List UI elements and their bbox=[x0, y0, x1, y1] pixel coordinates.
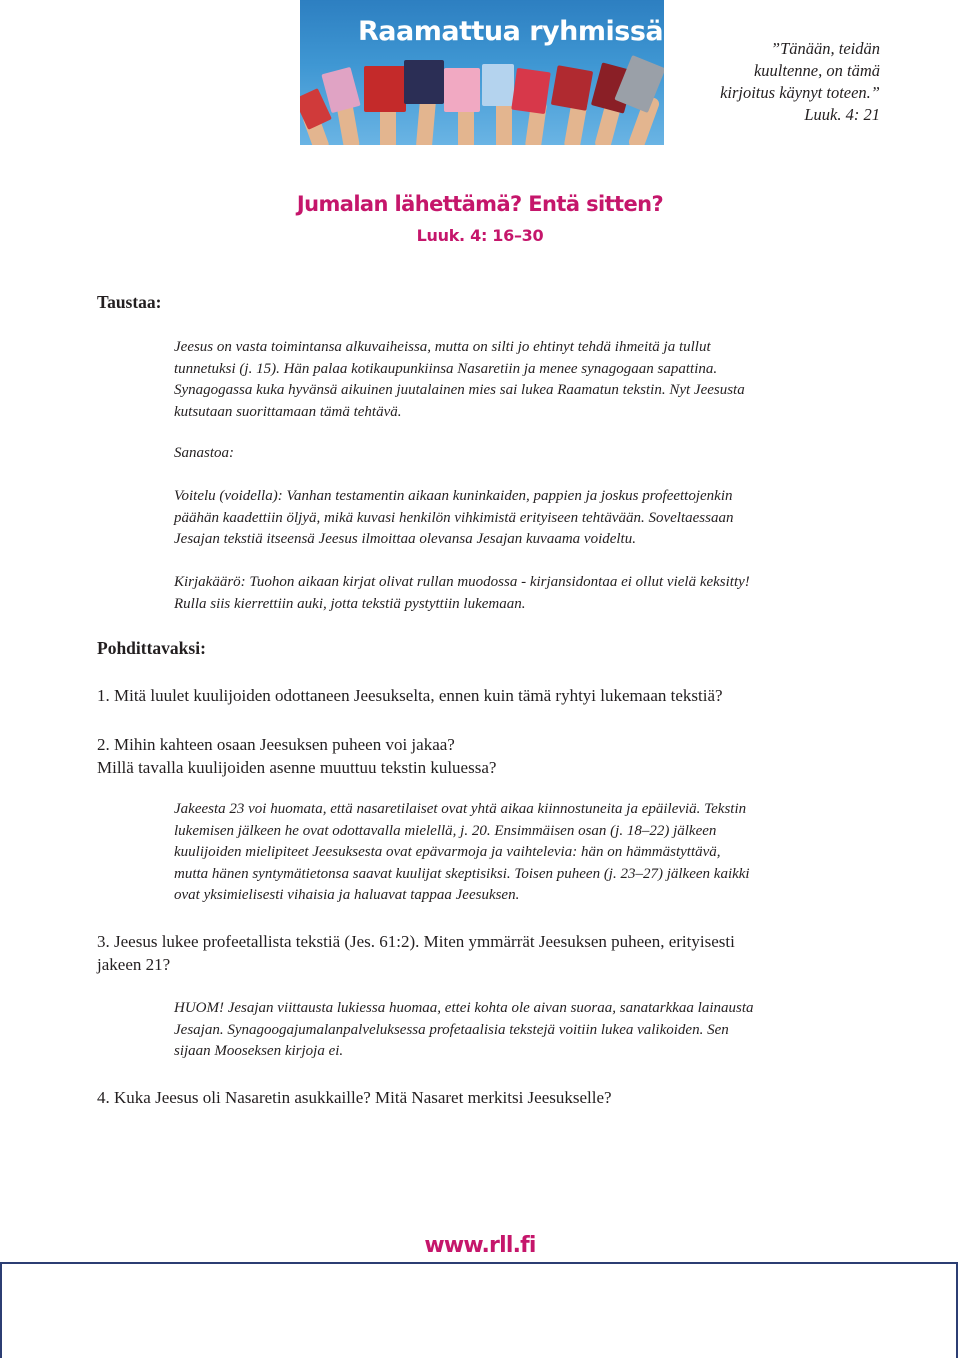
question-2-note bbox=[174, 799, 874, 907]
paragraph-line: Jeesus on vasta toimintansa alkuvaiheissa, mutta on silti jo ehtinyt tehdä ihmeitä ja tullut bbox=[174, 339, 711, 355]
footer-frame bbox=[0, 1262, 958, 1358]
question-line: 2. Mihin kahteen osaan Jeesuksen puheen voi jakaa? bbox=[97, 735, 455, 754]
note-line: HUOM! Jesajan viittausta lukiessa huomaa, ettei kohta ole aivan suoraa, sanatarkkaa lainausta bbox=[174, 1000, 754, 1016]
note-line: Jesajan. Synagoogajumalanpalveluksessa profetaalisia tekstejä voitiin lukea valikoiden. Sen bbox=[174, 1021, 729, 1038]
banner-title: Raamattua ryhmissä bbox=[358, 16, 664, 47]
paragraph-line: kutsutaan suorittamaan tämä tehtävä. bbox=[174, 403, 402, 420]
background-heading: Taustaa: bbox=[97, 292, 162, 312]
background-paragraph bbox=[174, 337, 874, 423]
question-line: 4. Kuka Jeesus oli Nasaretin asukkaille? Mitä Nasaret merkitsi Jeesukselle? bbox=[97, 1088, 612, 1107]
quote-line: kuultenne, on tämä bbox=[753, 61, 880, 80]
glossary-kirjakaaro bbox=[174, 572, 874, 615]
question-1 bbox=[97, 684, 857, 707]
header-banner bbox=[300, 0, 664, 145]
paragraph-line: Synagogassa kuka hyvänsä aikuinen juutalainen mies sai lukea Raamatun tekstin. Nyt Jeesusta bbox=[174, 382, 745, 398]
epigraph-quote bbox=[670, 38, 880, 126]
glossary-line: Jesajan tekstiä itseensä Jeesus ilmoittaa olevansa Jesajan kuvaama voideltu. bbox=[174, 531, 636, 547]
glossary-line: Voitelu (voidella): Vanhan testamentin aikaan kuninkaiden, pappien ja joskus profeettojenkin bbox=[174, 488, 733, 504]
glossary-voitelu bbox=[174, 486, 874, 551]
quote-line: kirjoitus käynyt toteen.” bbox=[720, 83, 880, 102]
question-3-note bbox=[174, 998, 874, 1063]
question-line: 1. Mitä luulet kuulijoiden odottaneen Jeesukselta, ennen kuin tämä ryhtyi lukemaan tekstiä? bbox=[97, 686, 723, 705]
note-line: sijaan Mooseksen kirjoja ei. bbox=[174, 1043, 344, 1059]
paragraph-line: tunnetuksi (j. 15). Hän palaa kotikaupunkiinsa Nasaretiin ja menee synagogaan sapattina. bbox=[174, 360, 718, 377]
glossary-line: päähän kaadettiin öljyä, mikä kuvasi henkilön vihkimistä erityiseen tehtävään. Soveltaessaan bbox=[174, 509, 734, 526]
question-2 bbox=[97, 733, 857, 779]
quote-line: ”Tänään, teidän bbox=[770, 39, 880, 58]
glossary-line: Rulla siis kierrettiin auki, jotta tekstiä pystyttiin lukemaan. bbox=[174, 595, 526, 612]
glossary-label: Sanastoa: bbox=[174, 445, 234, 461]
discussion-heading: Pohdittavaksi: bbox=[97, 638, 206, 658]
note-line: Jakeesta 23 voi huomata, että nasaretilaiset ovat yhtä aikaa kiinnostuneita ja epäileviä. Tekstin bbox=[174, 801, 747, 817]
note-line: ovat yksimielisesti vihaisia ja haluavat tappaa Jeesuksen. bbox=[174, 887, 520, 903]
question-4 bbox=[97, 1086, 857, 1109]
footer-link[interactable]: www.rll.fi bbox=[424, 1233, 536, 1258]
note-line: kuulijoiden mielipiteet Jeesuksesta ovat epävarmoja ja vaihtelevia: hän on hämmästyttävä, bbox=[174, 844, 721, 860]
question-line: jakeen 21? bbox=[97, 955, 171, 974]
question-3 bbox=[97, 930, 857, 976]
quote-reference: Luuk. 4: 21 bbox=[804, 105, 880, 124]
page-title: Jumalan lähettämä? Entä sitten? bbox=[296, 192, 664, 216]
note-line: mutta hänen syntymätietonsa saavat kuulijat skeptisiksi. Toisen puheen (j. 23–27) jälkeen kaikki bbox=[174, 865, 750, 882]
note-line: lukemisen jälkeen he ovat odottavalla mielellä, j. 20. Ensimmäisen osan (j. 18–22) jälkeen bbox=[174, 822, 717, 839]
title-reference: Luuk. 4: 16–30 bbox=[416, 226, 544, 245]
glossary-line: Kirjakäärö: Tuohon aikaan kirjat olivat rullan muodossa - kirjansidontaa ei ollut vielä keksitty! bbox=[174, 574, 750, 590]
question-line: Millä tavalla kuulijoiden asenne muuttuu tekstin kuluessa? bbox=[97, 758, 497, 777]
question-line: 3. Jeesus lukee profeetallista tekstiä (Jes. 61:2). Miten ymmärrät Jeesuksen puheen, erityisesti bbox=[97, 932, 735, 951]
